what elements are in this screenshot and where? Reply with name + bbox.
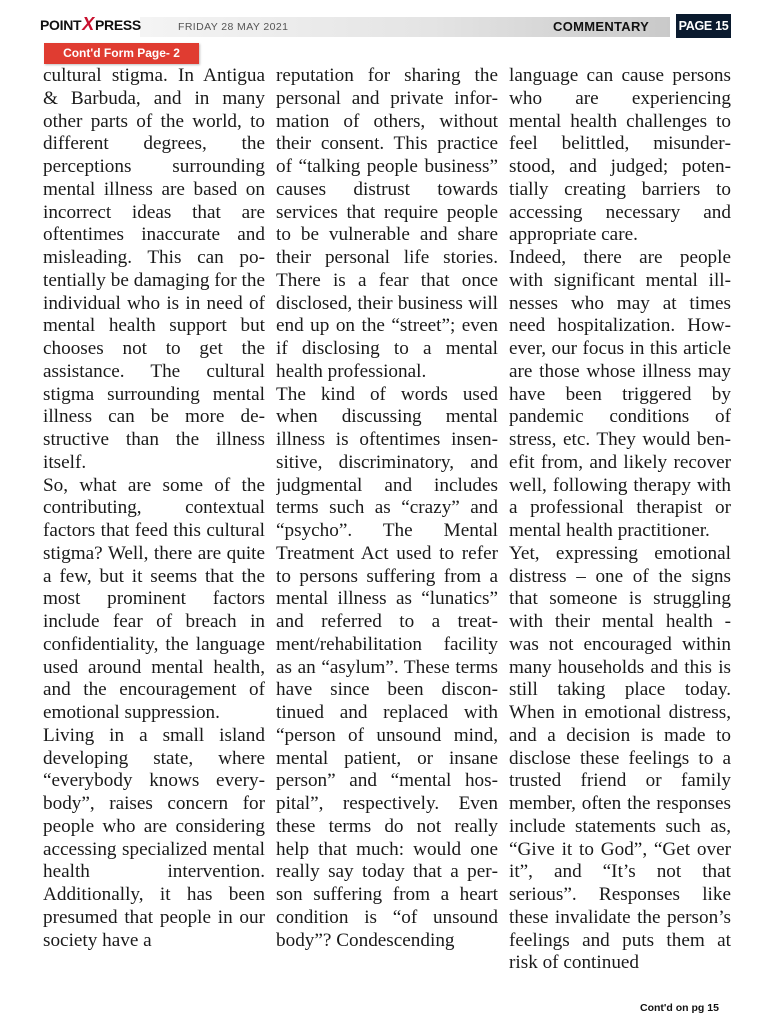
paragraph: So, what are some of the contributing, contextual factors that feed this cultural stigma? Well, there are quite a few, but it seems that the most prominent factors include fear of breach in confidentiality, the language used around mental health, and the encouragement of emotional suppression. bbox=[43, 474, 265, 723]
logo-x-mark: X bbox=[82, 14, 94, 34]
article-column-1 bbox=[43, 65, 265, 985]
paragraph: Indeed, there are people with significant mental illnesses who may at times need hospitalization. However, our focus in this article are those whose illness may have been triggered by pandemic conditions of stress, etc. They would benefit from, and likely recover well, following therapy with a professional therapist or mental health practitioner. bbox=[509, 247, 731, 541]
continued-from-tag: Cont'd Form Page- 2 bbox=[44, 43, 199, 64]
logo-text-left: POINT bbox=[40, 17, 82, 33]
paragraph: The kind of words used when discussing mental illness is oftentimes insensitive, discriminatory, and judgmental and includes terms such as “crazy” and “psycho”. The Mental Treatment Act used to refer to persons suffering from a mental illness as “lunatics” and referred to a treatment/rehabilitation facility as an “asylum”. These terms have since been discontinued and replaced with “person of unsound mind, mental patient, or insane person” and “mental hospital”, respectively. Even these terms do not really help that much: would one really say today that a person suffering from a heart condition is “of unsound body”? Condescending bbox=[276, 383, 498, 951]
issue-date: FRIDAY 28 MAY 2021 bbox=[178, 21, 289, 33]
paragraph: cultural stigma. In Antigua & Barbuda, and in many other parts of the world, to different degrees, the perceptions surrounding mental illness are based on incorrect ideas that are oftentimes inaccurate and misleading. This can potentially be damaging for the individual who is in need of mental health support but chooses not to get the assistance. The cultural stigma surrounding mental illness can be more destructive than the illness itself. bbox=[43, 65, 265, 473]
publication-logo bbox=[40, 12, 141, 36]
page-header bbox=[0, 0, 761, 40]
article-column-3 bbox=[509, 65, 731, 985]
page-number-badge: PAGE 15 bbox=[676, 14, 731, 38]
paragraph: Yet, expressing emotional distress – one of the signs that someone is struggling with their mental health - was not encouraged within many households and this is still taking place today. When in emotional distress, and a decision is made to disclose these feelings to a trusted friend or family member, often the responses include statements such as, “Give it to God”, “Get over it”, and “It’s not that serious”. Responses like these invalidate the person’s feelings and puts them at risk of continued bbox=[509, 542, 731, 974]
article-column-2 bbox=[276, 65, 498, 985]
continued-on-note: Cont'd on pg 15 bbox=[640, 1002, 719, 1014]
paragraph: reputation for sharing the personal and private information of others, without their consent. This practice of “talking people business” causes distrust towards services that require people to be vulnerable and share their personal life stories. There is a fear that once disclosed, their business will end up on the “street”; even if disclosing to a mental health professional. bbox=[276, 65, 498, 382]
paragraph: language can cause persons who are experiencing mental health challenges to feel belittled, misunderstood, and judged; potentially creating barriers to accessing necessary and appropriate care. bbox=[509, 65, 731, 246]
paragraph: Living in a small island developing state, where “everybody knows everybody”, raises concern for people who are considering accessing specialized mental health intervention. Additionally, it has been presumed that people in our society have a bbox=[43, 724, 265, 951]
logo-text-right: PRESS bbox=[95, 17, 141, 33]
section-title: COMMENTARY bbox=[553, 19, 650, 34]
